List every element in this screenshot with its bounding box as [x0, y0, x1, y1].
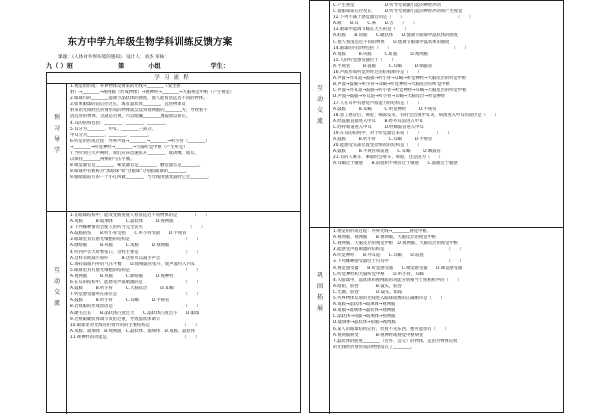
consolidation-section-column	[310, 227, 330, 414]
preview-line: 6.听觉的形成过程：外界声波→________→________→听小骨（________）	[70, 138, 210, 144]
question-line: A.脉络膜 B.巩膜 C.角膜 D.视网膜	[70, 243, 170, 249]
question-line: A.角膜、玻璃体 B.视网膜 C.晶状体、玻璃体 D.角膜、晶状体	[70, 328, 196, 334]
preview-line: 射）→________→视网膜（形成物像）→视神经→________→大脑视觉中枢（产生视觉）	[70, 90, 235, 96]
question-line: C.产生视觉 D.传导光刺激引起的神经冲动	[333, 3, 441, 8]
question-line: 4.人眼球中，晶状体和视网膜的功能分别相当于照相机中的（ ）	[333, 277, 462, 283]
question-line: C.使眼球前后径变长 D.传导光刺激引起的神经冲动和产生视觉	[333, 9, 463, 15]
question-line: 5.眼球里具有感光细胞的结构是 （ ）	[70, 267, 201, 273]
class-info-line	[46, 61, 229, 70]
question-line: 12.下列不属于感觉器官的是（ ） （ ）	[333, 15, 474, 21]
question-line: 17.人在耳中有感觉声波能力的结构是（ ）	[333, 100, 422, 106]
student-label: 学生：	[210, 63, 230, 70]
question-line: A.这样有助减小惊吓 B.这样可以减少声音	[70, 255, 161, 261]
question-line: A.听觉神经 B.外耳道 C.耳蜗 D.前庭	[333, 253, 424, 259]
question-line: 8.近视眼的形成原因是 （ ）	[70, 304, 201, 310]
question-line: 5.外界物体反射的光线进入眼球成像的正确顺序是（ ）	[333, 296, 445, 302]
question-line: A.鼓膜损伤 B.听小骨受损 C.听小骨受损 D.半规管	[70, 231, 187, 237]
question-line: 16.声波形成听觉所经过的结构顺序是（ ）	[333, 70, 422, 76]
question-line: 11.视神经的功能是 （ ）	[70, 334, 200, 340]
preview-line: 4.耳的结构包括：________、________、________。	[70, 120, 169, 126]
interaction-section-content	[70, 213, 297, 341]
group-label: 小组	[148, 63, 161, 70]
question-line: 14.眼球的内容物包括（ ） （ ）	[333, 45, 469, 51]
consolidation-section-label: 巩 固 拓 展	[316, 272, 323, 312]
preview-line: 射来的光线经过折射形成的物像就会落到视网膜的________方，导致看不	[70, 108, 208, 114]
question-line: A.角膜→晶状体→玻璃体→视网膜	[333, 302, 396, 308]
question-line: 7.听觉感受器所在部位是 （ ）	[70, 292, 201, 298]
question-line: 1.在眼球结构中，能改变曲度使人看清远近不同物体的是 （ ）	[70, 213, 210, 218]
right-table	[309, 0, 564, 413]
question-line: 的光线经折射形成的物像落在了________。	[333, 344, 415, 350]
question-line: D.玻璃体→晶状体→角膜→视网膜	[333, 320, 396, 326]
preview-line: 9.眼睛最前方的一个小孔叫做________，当光线由强变弱时它会________。	[70, 175, 212, 181]
worksheet-title: 东方中学九年级生物学科训练反馈方案	[67, 37, 233, 48]
question-line: D.声波→鼓膜→外耳道→听小骨→耳蜗→大脑皮层→听觉神经	[333, 94, 446, 100]
question-line: 6.在耳的结构中，能感受声波刺激的是 （ ）	[70, 280, 201, 286]
question-line: A.鼓膜 B.半规管和前庭 C.耳蜗 D.咽鼓管	[333, 149, 441, 155]
question-line: B.角膜→玻璃体→晶状体→视网膜	[333, 308, 396, 314]
interaction-section-column	[47, 211, 67, 414]
question-line: C.声波→外耳道→鼓膜→听小骨→听觉神经→耳蜗→大脑皮层的听觉中枢	[333, 88, 467, 94]
left-table	[46, 72, 301, 413]
preview-line: 2.眼球内的________能调节晶状体的曲度，使人能看清远近不同的物体。	[70, 96, 208, 102]
question-line: 18.患了感冒后，鼻腔、咽部发炎，有时会出现中耳炎，病菌进入中耳的途径是（ ）	[333, 112, 499, 118]
question-line: A.经鼓膜直接进入中耳 B.经外耳道进入中耳	[333, 118, 424, 124]
preview-line: 8.嗅觉器官是________，味觉器官是________，触觉器官是________。	[70, 163, 204, 169]
question-line: C.听觉神经和大脑听觉中枢 D.听小骨、耳蜗	[333, 271, 424, 277]
question-line: A.声波→外耳道→鼓膜→听小骨→耳蜗→听觉神经→大脑皮层的听觉中枢	[333, 76, 467, 82]
question-line: C.经呼吸道进入中耳 D.经咽鼓管进入中耳	[333, 124, 424, 130]
question-line: 21.有的人乘车、乘船时会晕车、晕船，这是因为（ ）	[333, 155, 443, 161]
preview-line: →________→听觉神经→________→大脑听觉中枢（产生听觉）	[70, 144, 188, 150]
question-line: C.保持鼓膜内外的气压平衡 D.使咽鼓管张开，使声波传入内耳	[70, 261, 196, 267]
question-line: A.半规管 B.鼓膜 C.耳蜗 D.咽鼓管	[333, 63, 433, 69]
question-line: A.耳蜗过于敏感 B.前庭和半规管过于敏感 C.鼓膜过于敏感	[333, 161, 458, 167]
question-line: 6.某人的眼球结构完好，但看不见东西，他可能患有（ ）	[333, 326, 449, 332]
question-line: 19.在耳的结构中，对于听觉器官来说（ ） （ ）	[333, 130, 452, 136]
question-line: 7.晶状体的曲度________（近外、远交）的物体，是因为物体反射	[333, 338, 458, 344]
right-interaction-label: 互 动 交 流	[316, 85, 323, 125]
preview-line: 9.眼球中有被称为"黑眼珠"和"白眼珠"分别指眼球的________。	[70, 169, 190, 175]
preview-line: 3.如果眼球的前后径过长，或者晶状体________，远处物体反	[70, 102, 186, 108]
question-line: A.虹膜 B.角膜 C.睫状体 D.使调节眼球中晶状体的曲度	[333, 33, 459, 39]
question-line: A.角膜 B.玻璃体 C.晶状体 D.视网膜	[70, 219, 174, 225]
right-interaction-content	[333, 3, 560, 168]
preview-section-label: 预 习 导 学	[53, 114, 60, 154]
question-line: C.光圈、胶卷 D.镜头、暗箱	[333, 289, 403, 295]
question-line: A.角膜 B.巩膜 C.虹膜 D.视网膜	[333, 51, 428, 57]
question-line: 13.眼球中能调节瞳孔大小的是（ ）	[333, 27, 409, 33]
question-line: 20.能感受头部位置变动情况的结构是（ ）	[333, 143, 422, 149]
question-line: A.鼓膜 B.听小骨 C.耳蜗 D.半规管	[70, 298, 170, 304]
consolidation-section-content	[333, 229, 560, 351]
group-prefix: 第	[118, 63, 125, 70]
question-line: A.视网膜 B.巩膜 C.脉络膜 D.视神经	[70, 273, 174, 279]
question-line: 1.视觉的形成过程：外界光线→________视觉中枢。	[333, 229, 431, 234]
question-line: 3.眼球里具有感光细胞的结构是 （ ）	[70, 237, 201, 243]
class-label: 九（ ）班	[46, 63, 73, 70]
section-divider	[47, 211, 300, 212]
interaction-section-label: 互 动 交 流	[53, 267, 60, 307]
question-line: 4.听到声音大时要张口，这样主要是 （ ）	[70, 249, 201, 255]
question-line: A.鼓膜 B.听小骨 C.耳蜗 D.半规管	[333, 137, 433, 143]
question-line: 9.近视眼睫状体调节负担过重，导致晶状体调节	[70, 316, 161, 322]
section-divider	[310, 227, 563, 228]
question-line: 3.下列哪种感受器位于内耳中 （ ）	[333, 259, 464, 265]
question-line: C.视网膜、大脑皮层的视觉中枢 D.视网膜、大脑皮层的视觉中枢	[333, 241, 459, 247]
question-line: A.鼓膜 B.听小骨 C.大脑皮层 D.耳蜗	[70, 286, 174, 292]
question-line: B.声波→鼓膜→听小骨→耳蜗→听觉神经→大脑皮层的听觉中枢	[333, 82, 450, 88]
preview-line: 以保持________两侧的气压平衡。	[70, 157, 135, 163]
preview-line: 中耳分为________、________、________。	[70, 132, 152, 138]
preview-line: 7.当听到巨大声响时，我们应该迅速张开________，或闭嘴、堵耳，	[70, 151, 199, 157]
question-line: A.暗箱、胶卷 B.镜头、胶卷	[333, 283, 402, 289]
question-line: 2.能感受声波刺激的结构是 （ ）	[333, 247, 464, 253]
question-line: C.晶状体→角膜→玻璃体→视网膜	[333, 314, 396, 320]
question-line: 10.眼球里对光线有折射作用的主要结构是 （ ）	[70, 322, 200, 328]
lesson-meta: 课题：《人体对外界环境的感知》 设计人：刘杰 审核：	[58, 55, 169, 60]
preview-line: 5.耳分为________、中耳、________三部分。	[70, 126, 156, 132]
question-line: 15.人的听觉感受器位于（ ）	[333, 57, 396, 63]
question-line: A.睫毛过长 B.晶状体凸度过大 C.晶状体凸度过小 D.眼球	[70, 310, 200, 316]
question-line: A.视网膜、视网膜 B.视网膜、大脑皮层的视觉中枢	[333, 235, 437, 241]
question-line: A.视觉感受器 B.听觉感受器 C.嗅觉感受器 D.味觉感受器	[333, 265, 463, 271]
preview-line: 清远处的物体，这就是近视，可以配戴________透镜加以矫正。	[70, 114, 191, 120]
left-table-header: 学习流程	[47, 73, 300, 84]
preview-line: 1.视觉的形成：外界物体反射来的光线→________（发生折	[70, 84, 181, 89]
question-line: A.视网膜病变 B.视神经或视觉中枢病变	[333, 332, 424, 338]
question-line: 2.下列哪种情况会使人的听力完全丧失 （ ）	[70, 225, 206, 231]
question-line: A.眼 B.耳 C.鼻 D.舌 （ ）	[333, 21, 418, 27]
question-line: C.使人看清远近不同的物体 D.使调节眼球中晶状体的曲度	[333, 39, 450, 45]
question-line: A.鼓膜 B.耳蜗 C.听觉神经 D.半规管	[333, 106, 437, 112]
preview-section-content	[70, 84, 297, 182]
